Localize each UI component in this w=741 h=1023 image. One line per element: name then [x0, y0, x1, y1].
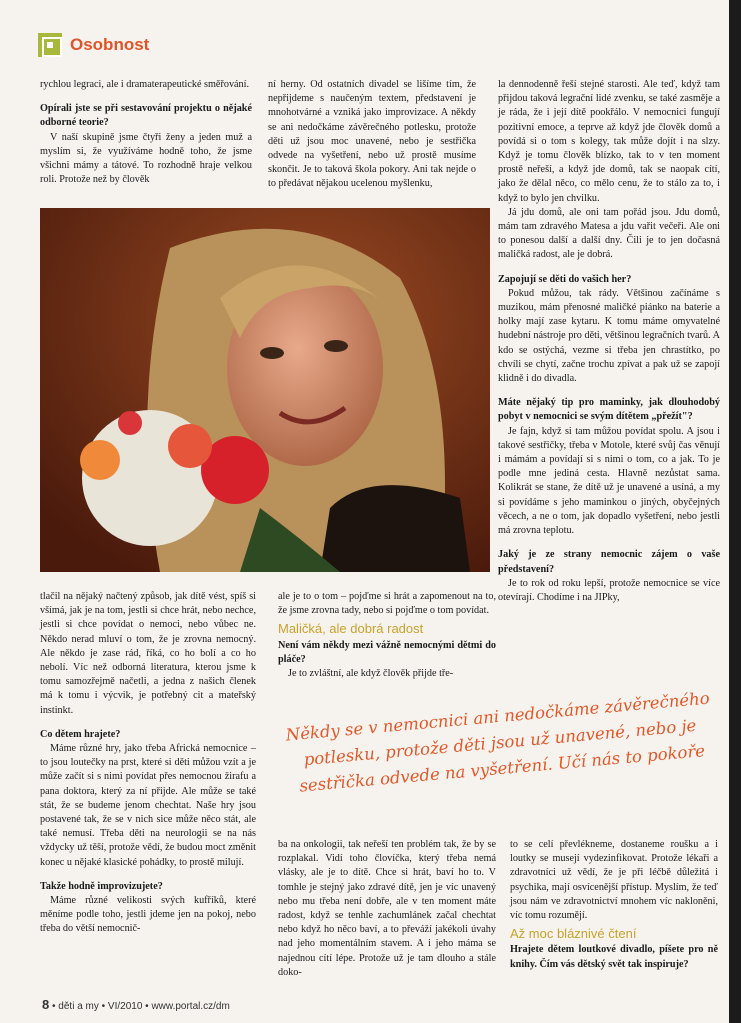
page-edge — [729, 0, 741, 1023]
column-2-middle — [278, 590, 496, 681]
footer-text: • děti a my • VI/2010 • www.portal.cz/dm — [52, 1001, 230, 1012]
column-1-top — [40, 78, 252, 187]
section-square-icon — [38, 33, 62, 57]
paragraph: Máme různé velikosti svých kufříků, které měníme podle toho, jestli jdeme jen na pokoj, nebo třeba do větší nemocnič- — [40, 895, 256, 935]
paragraph: Je to zvláštní, ale když člověk přijde tře- — [288, 668, 454, 680]
question: Není vám někdy mezi vážně nemocnými dětmi do pláče? — [278, 639, 496, 665]
paragraph: Pokud můžou, tak rády. Většinou začínáme s muzikou, mám přenosné maličké piánko na baterie a holky mají zase kytaru. K tomu máme omyvatelné hudební nástroje pro děti, většinou legračních tvarů. A kdo se ostýchá, vezme si třeba jen chrastítko, po chvíli se chytí, začne trochu zpívat a pak už se zapojí klidně i do divadla. — [498, 287, 720, 385]
paragraph: Máme různé hry, jako třeba Africká nemocnice – to jsou loutečky na prst, které si děti můžou vzít a je může začít si s nimi povídat přes nemocnou žirafu a pana doktora, který za ní přijde. Ale může se také stát, že se budeme jenom chechtat. Naše hry jsou postavené tak, že se v nich sice může něco stát, ale také nemusí. Třeba děti na neurologii se na nás vždycky už těší, protože vědí, že budou moct změnit konec u nějaké klasické pohádky, to prostě milují. — [40, 743, 256, 868]
page-footer — [42, 997, 230, 1012]
question: Jaký je ze strany nemocnic zájem o vaše představení? — [498, 549, 720, 575]
subheading: Až moc bláznivé čtení — [510, 926, 637, 942]
paragraph: ale je to o tom – pojďme si hrát a zapomenout na to, že jsme zrovna tady, nebo si pojďme o tom povídat. — [278, 591, 496, 617]
question: Hrajete dětem loutkové divadlo, píšete pro ně knihy. Čím vás dětský svět tak inspiruje? — [510, 944, 718, 970]
paragraph: rychlou legraci, ale i dramaterapeutické směřování. — [40, 79, 250, 90]
column-1-bottom — [40, 590, 256, 937]
section-header — [38, 33, 149, 57]
section-title: Osobnost — [70, 35, 150, 54]
paragraph: V naší skupině jsme čtyři ženy a jeden muž a myslím si, že využíváme hodně toho, že jsme všichni mámy a tátové. To rozhodně hraje velkou roli. Protože než by člověk — [40, 131, 252, 186]
paragraph: to se celí převlékneme, dostaneme roušku a i loutky se musejí vydezinfikovat. Protože lékaři a zdravotníci už vědí, že je při léčbě důležitá i psychika, mají osvícenější přístup. Myslím, že teď jsou nám ve zdravotnictví mnohem víc nakloněni, víc tomu rozumějí. — [510, 839, 718, 922]
paragraph: la dennodenně řeší stejné starosti. Ale teď, když tam přijdou taková legrační lidé zvenku, se také zasměje a je ráda, že i její dítě pookřálo. V nemocnici fungují pozitivní emoce, a teprve až když jde člověk domů a povídá si o tom s kolegy, tak může dojít i na slzy. Když je tomu člověk blízko, tak to v ten moment prostě neřeší, a když jde domů, tak se naopak cítí, jako že dělal něco, co mělo cenu, že to stálo za to, i když to bylo jen chvilku. — [498, 79, 720, 204]
paragraph: ba na onkologii, tak neřeší ten problém tak, že by se rozplakal. Vidí toho človíčka, který třeba nemá vlásky, ale je to dítě. Chce si hrát, baví ho to. V tomhle je stejný jako zdravé dítě, jen je víc unavený nebo mu třeba není dobře, ale v ten moment máte radost, když se tenhle zachumlánek začal chechtat nebo když ho něco baví, a to převáží jakékoli úvahy nad jeho momentálním stavem. A i jeho máma se najednou cítí lépe. Protože už je tam dlouho a stále doko- — [278, 839, 496, 978]
question: Co dětem hrajete? — [40, 728, 121, 740]
pull-quote: Někdy se v nemocnici ani nedočkáme závěrečného potlesku, protože děti jsou už unavené, nebo je sestřička odvede na vyšetření. Učí nás to pokoře — [284, 688, 711, 796]
column-3-bottom — [510, 838, 718, 972]
page-number: 8 — [42, 997, 50, 1012]
paragraph: Je fajn, když si tam můžou povídat spolu. A jsou i takové sestřičky, třeba v Motole, které svůj čas věnují i mámám a povídají si s nimi o tom, co a jak. To je podle mne jediná cesta. Hlavně nezůstat sama. Kolikrát se stane, že dítě už je unavené a usíná, a my si povídáme s jeho maminkou o jiných, obyčejných věcech, a ne o tom, jak dopadlo vyšetření, nebo jestli má zrovna teplotu. — [498, 425, 720, 537]
portrait-photo — [40, 208, 490, 572]
question: Máte nějaký tip pro maminky, jak dlouhodobý pobyt v nemocnici se svým dítětem „přežít"? — [498, 397, 720, 423]
paragraph: ní herny. Od ostatních divadel se lišíme tím, že nepřijdeme s naučeným textem, představení je mnohotvárné a vzniká jako improvizace. A někdy se ani nedočkáme závěrečného potlesku, protože děti už jsou moc unavené, nebo je sestřička odvede na vyšetření, nebo už prostě musíme skončit. Je to taková škola pokory. Ani tak nejde o to předávat nějakou ucelenou myšlenku, — [268, 79, 476, 190]
paragraph: Je to rok od roku lepší, protože nemocnice se více otevírají. Chodíme i na JIPky, — [498, 577, 720, 603]
question: Zapojují se děti do vašich her? — [498, 273, 632, 285]
column-2-bottom — [278, 838, 496, 980]
column-3 — [498, 78, 720, 605]
column-2-top — [268, 78, 476, 192]
paragraph: Já jdu domů, ale oni tam pořád jsou. Jdu domů, mám tam zdravého Matesa a jdu vařit večeři. Ale oni to ponesou další a další dny. Čili je to jen dočasná maličká radost, ale je dobrá. — [498, 206, 720, 261]
subheading: Maličká, ale dobrá radost — [278, 621, 424, 637]
question: Opírali jste se při sestavování projektu o nějaké odborné teorie? — [40, 103, 252, 129]
paragraph: tlačil na nějaký načtený způsob, jak dítě vést, spíš si všímá, jak je na tom, jestli si chce hrát, nebo nechce, jestli si chce povídat o nemoci, nebo vůbec ne. Někdo nerad mluví o tom, že je zrovna nemocný. Ale někdo je zase rád, říká, co ho bolí a co ho nebolí. Víc než odborná literatura, kterou jsme k tomu samozřejmě načetli, a jedna z našich členek má k tomu i výcvik, je potřebný cit a mateřský instinkt. — [40, 591, 256, 716]
question: Takže hodně improvizujete? — [40, 880, 163, 892]
photo-illustration — [40, 208, 490, 572]
